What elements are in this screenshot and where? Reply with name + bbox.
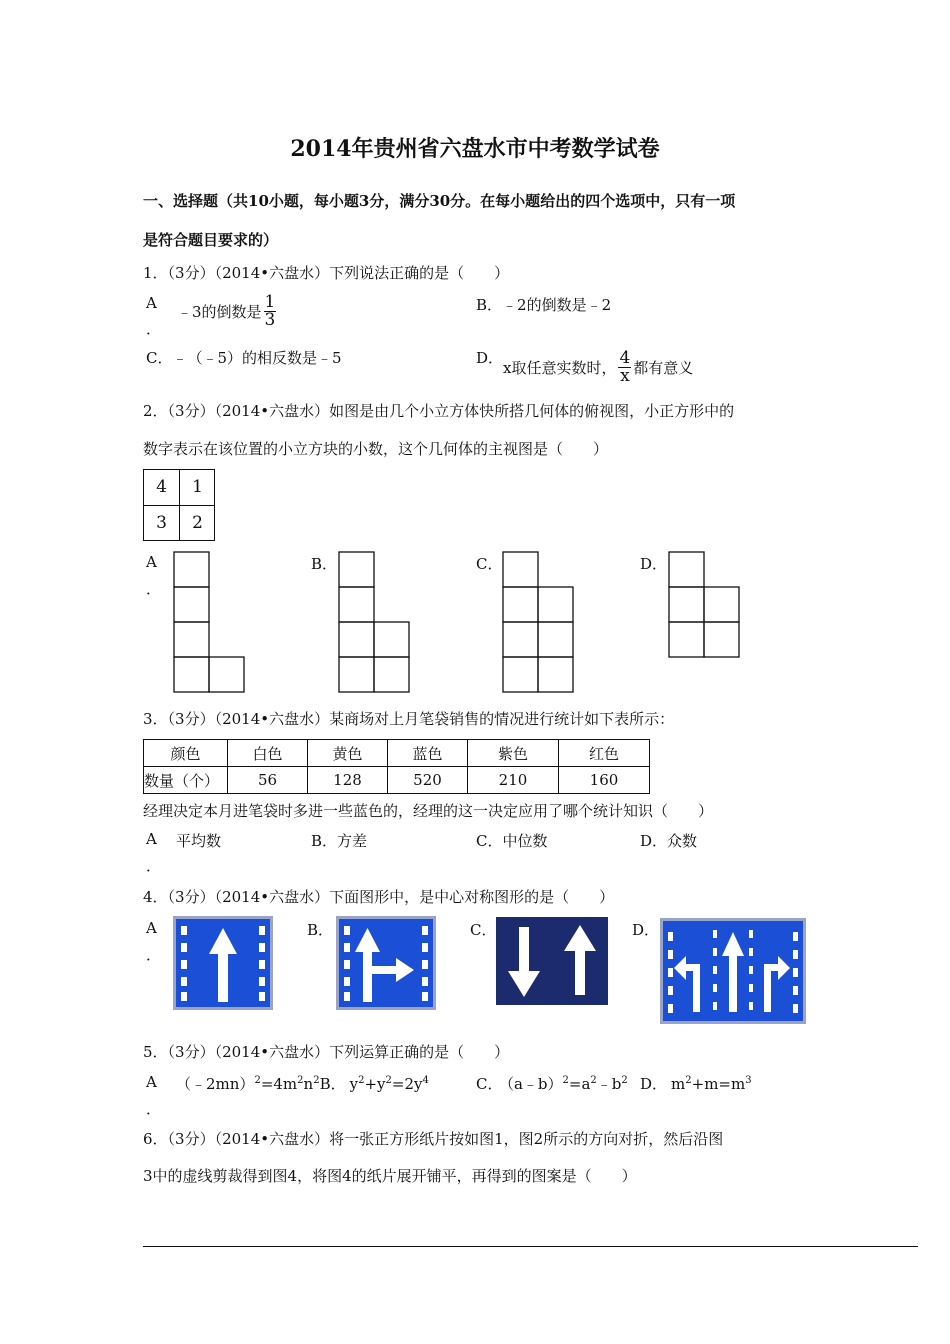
q5-c-exp3: 2 bbox=[621, 1075, 628, 1086]
q5-a-label: A bbox=[146, 1073, 157, 1091]
table-header-cell: 紫色 bbox=[468, 740, 559, 767]
q1-d-text2: 都有意义 bbox=[633, 359, 694, 377]
q3-option-b: B．方差 bbox=[311, 832, 368, 850]
q5-b-exp2: 2 bbox=[385, 1075, 392, 1086]
table-cell: 160 bbox=[559, 767, 650, 794]
q4-a-dot: ． bbox=[146, 946, 162, 964]
grid-cell-top-right: 1 bbox=[192, 477, 203, 497]
q1-option-b: B．﹣2的倒数是﹣2 bbox=[476, 296, 612, 314]
section-heading-line2: 是符合题目要求的） bbox=[143, 231, 279, 249]
q3-sales-table bbox=[143, 739, 650, 794]
straight-right-arrow-sign-icon bbox=[336, 916, 436, 1010]
q1-d-label: D． bbox=[476, 349, 504, 367]
q5-c-mid2: ﹣b bbox=[596, 1075, 622, 1093]
q1-stem: 1．（3分）（2014•六盘水）下列说法正确的是（ ） bbox=[143, 264, 510, 282]
q2-stem-line2: 数字表示在该位置的小立方块的小数，这个几何体的主视图是（ ） bbox=[143, 440, 609, 458]
q5-c-mid: =a bbox=[568, 1075, 591, 1093]
q2-top-view-grid bbox=[143, 469, 215, 541]
q5-c-exp: 2 bbox=[562, 1075, 569, 1086]
q1-option-d bbox=[503, 350, 693, 385]
q5-stem: 5．（3分）（2014•六盘水）下列运算正确的是（ ） bbox=[143, 1043, 510, 1061]
q1-a-fraction bbox=[264, 294, 277, 329]
q6-stem-line1: 6．（3分）（2014•六盘水）将一张正方形纸片按如图1，图2所示的方向对折，然后沿图 bbox=[143, 1130, 724, 1148]
page-footer-divider bbox=[143, 1246, 918, 1247]
q5-c-exp2: 2 bbox=[590, 1075, 597, 1086]
table-cell: 128 bbox=[308, 767, 388, 794]
q5-b-exp3: 4 bbox=[422, 1075, 429, 1086]
q5-d-exp2: 3 bbox=[745, 1075, 752, 1086]
grid-cell-bottom-left: 3 bbox=[156, 513, 167, 533]
table-header-cell: 白色 bbox=[228, 740, 308, 767]
q1-a-numerator: 1 bbox=[264, 292, 276, 312]
q3-option-c: C．中位数 bbox=[476, 832, 548, 850]
q2-a-label: A bbox=[146, 553, 157, 571]
q2-stem-line1: 2．（3分）（2014•六盘水）如图是由几个小立方体快所搭几何体的俯视图，小正方形中的 bbox=[143, 402, 735, 420]
q3-a-dot: ． bbox=[146, 857, 162, 875]
q2-option-c-figure bbox=[501, 550, 577, 698]
q1-a-label: A bbox=[146, 294, 157, 312]
q1-a-dot: ． bbox=[146, 320, 162, 338]
q5-b-label: B． bbox=[319, 1075, 346, 1093]
q6-stem-line2: 3中的虚线剪裁得到图4，将图4的纸片展开铺平，再得到的图案是（ ） bbox=[143, 1167, 637, 1185]
grid-cell-top-left: 4 bbox=[156, 477, 167, 497]
q5-d-base: m bbox=[671, 1075, 686, 1093]
q5-c-label: C． bbox=[476, 1075, 503, 1093]
q3-stem: 3．（3分）（2014•六盘水）某商场对上月笔袋销售的情况进行统计如下表所示： bbox=[143, 710, 675, 728]
q2-a-dot: ． bbox=[146, 580, 162, 598]
table-header-cell: 颜色 bbox=[144, 740, 228, 767]
q2-d-label: D． bbox=[640, 555, 668, 573]
table-row bbox=[144, 767, 650, 794]
q5-a-exp2: 2 bbox=[297, 1075, 304, 1086]
q5-b-base: y bbox=[349, 1075, 359, 1093]
q4-stem: 4．（3分）（2014•六盘水）下面图形中，是中心对称图形的是（ ） bbox=[143, 888, 615, 906]
q3-option-a: 平均数 bbox=[176, 832, 222, 850]
opposing-arrows-sign-icon bbox=[496, 917, 608, 1005]
q5-a-rhs: =4m bbox=[260, 1075, 298, 1093]
q5-a-base: （﹣2mn） bbox=[176, 1075, 255, 1093]
straight-arrow-sign-icon bbox=[173, 916, 273, 1010]
q2-b-label: B． bbox=[311, 555, 338, 573]
q5-d-label: D． bbox=[640, 1075, 668, 1093]
q5-option-c bbox=[476, 1073, 628, 1094]
page-title: 2014年贵州省六盘水市中考数学试卷 bbox=[290, 136, 660, 162]
table-header-cell: 黄色 bbox=[308, 740, 388, 767]
q1-d-text1: x取任意实数时， bbox=[503, 359, 617, 377]
q5-d-exp: 2 bbox=[685, 1075, 692, 1086]
q5-a-exp3: 2 bbox=[313, 1075, 320, 1086]
q2-c-label: C． bbox=[476, 555, 503, 573]
q1-d-fraction bbox=[618, 350, 631, 385]
q1-a-denominator: 3 bbox=[264, 310, 276, 330]
q4-d-label: D． bbox=[632, 921, 660, 939]
q1-a-text: ﹣3的倒数是 bbox=[177, 303, 262, 321]
table-cell: 数量（个） bbox=[144, 767, 228, 794]
multi-lane-arrows-sign-icon bbox=[660, 918, 806, 1024]
q1-option-c: C．﹣（﹣5）的相反数是﹣5 bbox=[146, 349, 342, 367]
table-cell: 210 bbox=[468, 767, 559, 794]
table-cell: 56 bbox=[228, 767, 308, 794]
q5-c-base: （a﹣b） bbox=[506, 1075, 563, 1093]
q1-d-numerator: 4 bbox=[619, 348, 631, 368]
q1-d-denominator: x bbox=[620, 366, 630, 386]
table-header-cell: 蓝色 bbox=[388, 740, 468, 767]
q2-option-d-figure bbox=[667, 550, 743, 662]
q4-b-label: B． bbox=[307, 921, 334, 939]
q5-option-a bbox=[176, 1073, 429, 1094]
q2-option-b-figure bbox=[337, 550, 413, 698]
q5-d-mid: +m=m bbox=[691, 1075, 746, 1093]
q5-b-rhs: =2y bbox=[391, 1075, 423, 1093]
section-heading-line1: 一、选择题（共10小题，每小题3分，满分30分。在每小题给出的四个选项中，只有一项 bbox=[143, 192, 736, 210]
q5-a-dot: ． bbox=[146, 1100, 162, 1118]
q3-a-label: A bbox=[146, 830, 157, 848]
q5-b-exp: 2 bbox=[358, 1075, 365, 1086]
q5-b-mid: +y bbox=[364, 1075, 386, 1093]
q4-c-label: C． bbox=[470, 921, 497, 939]
q1-option-a bbox=[177, 294, 278, 329]
table-cell: 520 bbox=[388, 767, 468, 794]
q3-followup: 经理决定本月进笔袋时多进一些蓝色的，经理的这一决定应用了哪个统计知识（ ） bbox=[143, 802, 714, 820]
q5-a-exp: 2 bbox=[254, 1075, 261, 1086]
table-header-cell: 红色 bbox=[559, 740, 650, 767]
table-header-row bbox=[144, 740, 650, 767]
q4-a-label: A bbox=[146, 919, 157, 937]
q3-option-d: D．众数 bbox=[640, 832, 698, 850]
grid-cell-bottom-right: 2 bbox=[192, 513, 203, 533]
q5-option-d bbox=[640, 1073, 752, 1094]
q5-a-rhs2: n bbox=[303, 1075, 314, 1093]
q2-option-a-figure bbox=[172, 550, 248, 698]
